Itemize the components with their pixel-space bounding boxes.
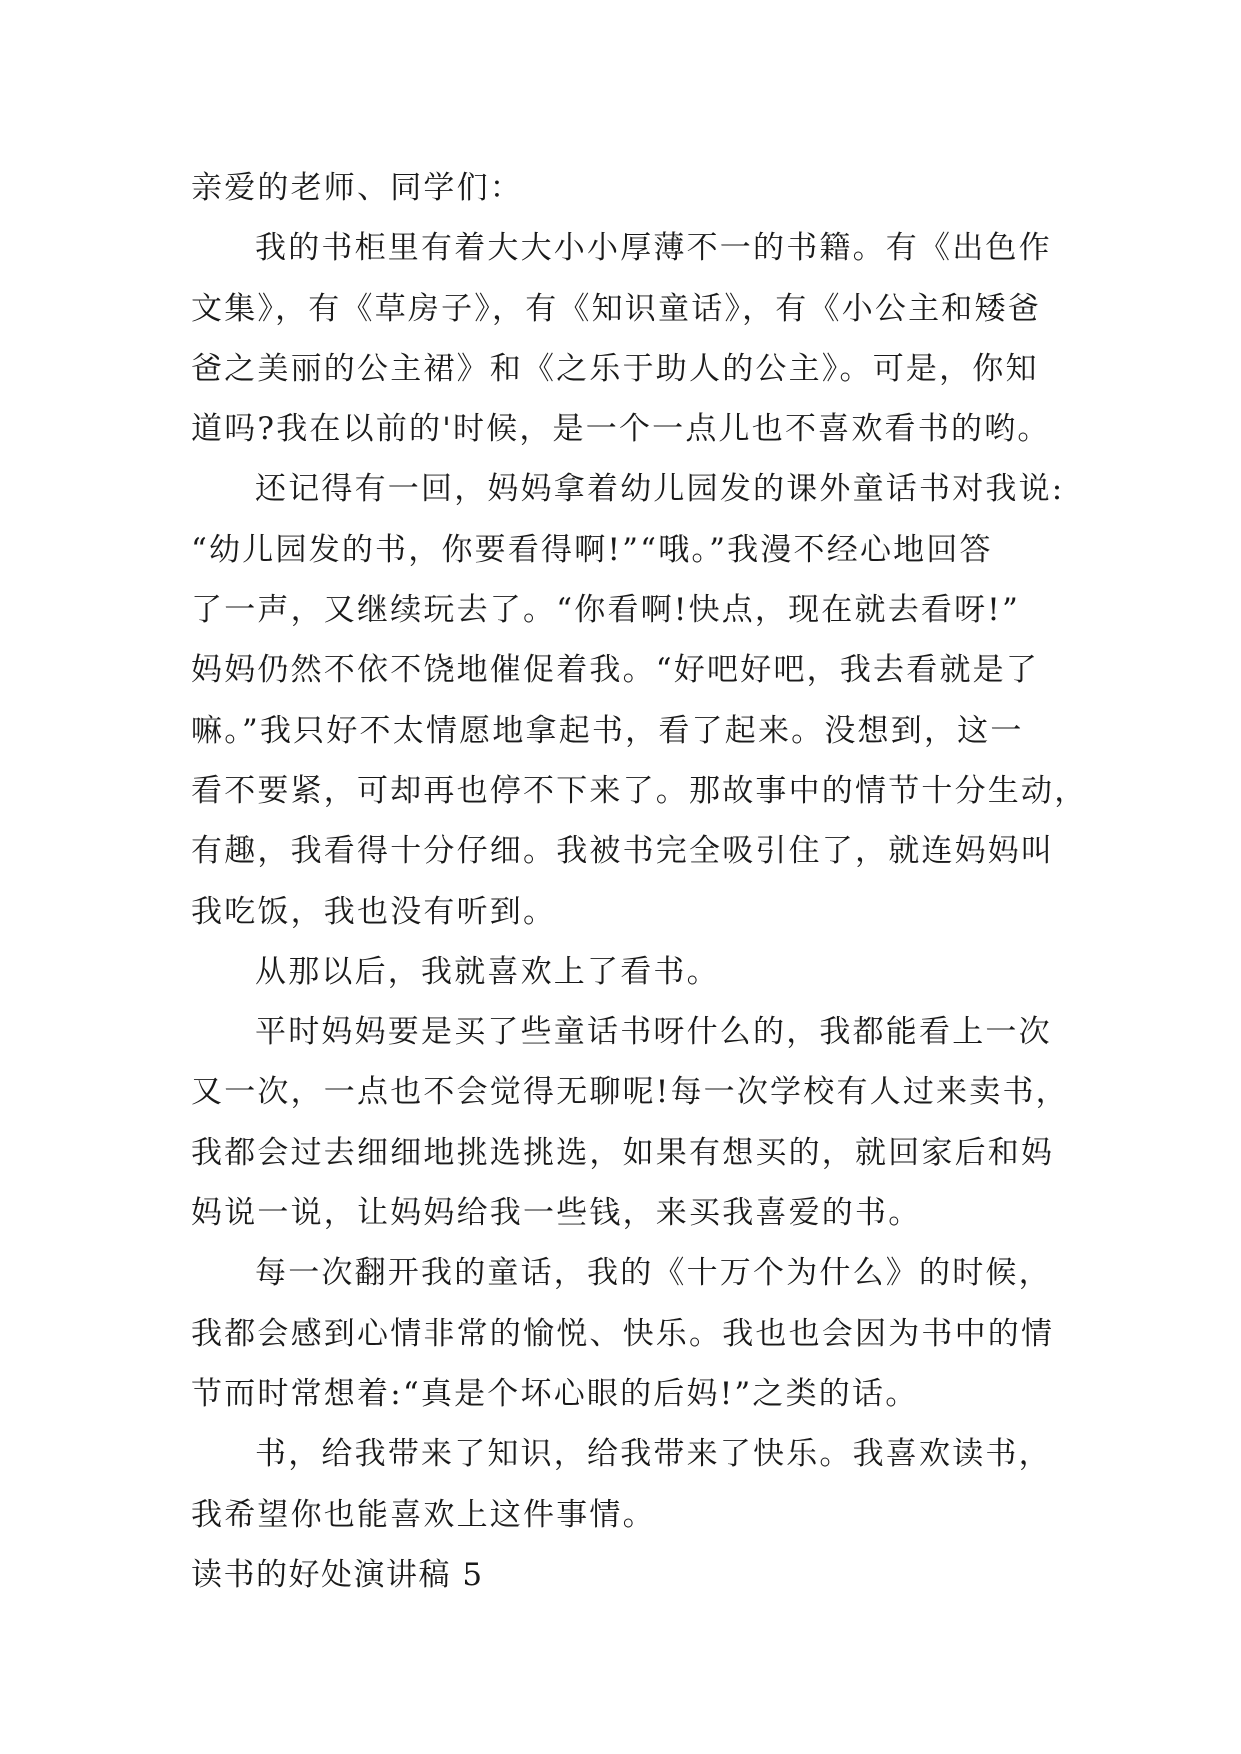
salutation-line: 亲爱的老师、同学们：: [191, 170, 523, 206]
paragraph-3-line-1: 从那以后，我就喜欢上了看书。: [255, 953, 720, 990]
paragraph-4-line-4: 妈说一说，让妈妈给我一些钱，来买我喜爱的书。: [191, 1195, 922, 1232]
paragraph-6-line-2: 我希望你也能喜欢上这件事情。: [191, 1496, 656, 1533]
paragraph-1-line-2: 文集》，有《草房子》，有《知识童话》，有《小公主和矮爸: [191, 290, 1041, 327]
paragraph-2-line-5: 嘛。”我只好不太情愿地拿起书，看了起来。没想到，这一: [191, 712, 1024, 749]
paragraph-2-line-2: “幼儿园发的书，你要看得啊!”“哦。”我漫不经心地回答: [191, 531, 993, 568]
paragraph-4-line-3: 我都会过去细细地挑选挑选，如果有想买的，就回家后和妈: [191, 1134, 1055, 1171]
paragraph-1-line-1: 我的书柜里有着大大小小厚薄不一的书籍。有《出色作: [255, 230, 1052, 267]
paragraph-6-line-1: 书，给我带来了知识，给我带来了快乐。我喜欢读书，: [255, 1436, 1052, 1473]
paragraph-1-line-4: 道吗?我在以前的'时候，是一个一点儿也不喜欢看书的哟。: [191, 411, 1051, 448]
paragraph-1-line-3: 爸之美丽的公主裙》和《之乐于助人的公主》。可是，你知: [191, 350, 1039, 387]
paragraph-2-line-1: 还记得有一回，妈妈拿着幼儿园发的课外童话书对我说:: [255, 471, 1065, 508]
paragraph-2-line-8: 我吃饭，我也没有听到。: [191, 893, 557, 930]
paragraph-5-line-1: 每一次翻开我的童话，我的《十万个为什么》的时候，: [255, 1255, 1052, 1292]
document-body: [191, 158, 1088, 1605]
paragraph-4-line-2: 又一次，一点也不会觉得无聊呢!每一次学校有人过来卖书，: [191, 1074, 1069, 1111]
paragraph-2-line-3: 了一声，又继续玩去了。“你看啊!快点，现在就去看呀!”: [191, 592, 1021, 629]
paragraph-5-line-2: 我都会感到心情非常的愉悦、快乐。我也也会因为书中的情: [191, 1315, 1055, 1352]
paragraph-2-line-6: 看不要紧，可却再也停不下来了。那故事中的情节十分生动，: [191, 772, 1088, 809]
paragraph-4-line-1: 平时妈妈要是买了些童话书呀什么的，我都能看上一次: [255, 1014, 1052, 1051]
paragraph-5-line-3: 节而时常想着:“真是个坏心眼的后妈!”之类的话。: [191, 1375, 919, 1412]
paragraph-2-line-4: 妈妈仍然不依不饶地催促着我。“好吧好吧，我去看就是了: [191, 652, 1040, 689]
paragraph-2-line-7: 有趣，我看得十分仔细。我被书完全吸引住了，就连妈妈叫: [191, 833, 1055, 870]
section-heading: 读书的好处演讲稿 5: [191, 1556, 484, 1593]
